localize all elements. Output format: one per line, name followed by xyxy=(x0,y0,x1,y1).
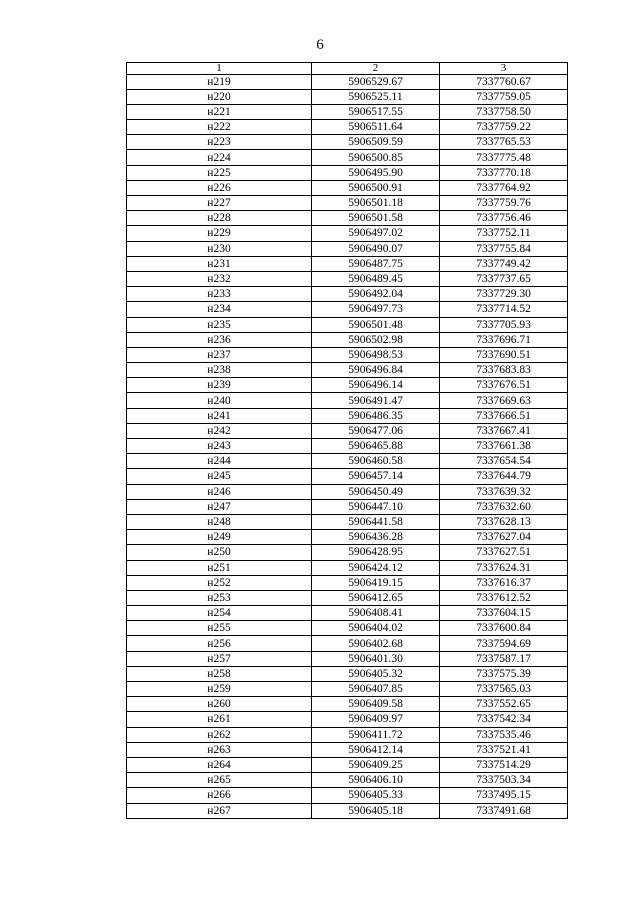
x-coordinate-cell: 5906500.91 xyxy=(312,180,440,195)
point-id-cell: н251 xyxy=(127,560,312,575)
x-coordinate-cell: 5906404.02 xyxy=(312,621,440,636)
y-coordinate-cell: 7337503.34 xyxy=(440,773,568,788)
point-id-cell: н245 xyxy=(127,469,312,484)
table-row xyxy=(127,150,568,165)
point-id-cell: н243 xyxy=(127,439,312,454)
point-id-cell: н263 xyxy=(127,742,312,757)
point-id-cell: н239 xyxy=(127,378,312,393)
point-id-cell: н222 xyxy=(127,120,312,135)
point-id-cell: н256 xyxy=(127,636,312,651)
point-id-cell: н232 xyxy=(127,271,312,286)
table-row xyxy=(127,363,568,378)
y-coordinate-cell: 7337594.69 xyxy=(440,636,568,651)
y-coordinate-cell: 7337667.41 xyxy=(440,423,568,438)
y-coordinate-cell: 7337683.83 xyxy=(440,363,568,378)
point-id-cell: н224 xyxy=(127,150,312,165)
point-id-cell: н266 xyxy=(127,788,312,803)
table-row xyxy=(127,332,568,347)
x-coordinate-cell: 5906447.10 xyxy=(312,499,440,514)
coordinates-table-body xyxy=(127,63,568,819)
x-coordinate-cell: 5906450.49 xyxy=(312,484,440,499)
point-id-cell: н226 xyxy=(127,180,312,195)
point-id-cell: н255 xyxy=(127,621,312,636)
y-coordinate-cell: 7337760.67 xyxy=(440,74,568,89)
x-coordinate-cell: 5906491.47 xyxy=(312,393,440,408)
y-coordinate-cell: 7337521.41 xyxy=(440,742,568,757)
x-coordinate-cell: 5906441.58 xyxy=(312,514,440,529)
page-number: 6 xyxy=(316,37,324,53)
y-coordinate-cell: 7337624.31 xyxy=(440,560,568,575)
x-coordinate-cell: 5906517.55 xyxy=(312,104,440,119)
x-coordinate-cell: 5906428.95 xyxy=(312,545,440,560)
y-coordinate-cell: 7337627.04 xyxy=(440,530,568,545)
y-coordinate-cell: 7337639.32 xyxy=(440,484,568,499)
y-coordinate-cell: 7337705.93 xyxy=(440,317,568,332)
x-coordinate-cell: 5906489.45 xyxy=(312,271,440,286)
table-row xyxy=(127,666,568,681)
point-id-cell: н267 xyxy=(127,803,312,818)
table-row xyxy=(127,89,568,104)
point-id-cell: н235 xyxy=(127,317,312,332)
y-coordinate-cell: 7337587.17 xyxy=(440,651,568,666)
y-coordinate-cell: 7337756.46 xyxy=(440,211,568,226)
table-row xyxy=(127,256,568,271)
y-coordinate-cell: 7337749.42 xyxy=(440,256,568,271)
table-row xyxy=(127,727,568,742)
table-row xyxy=(127,302,568,317)
x-coordinate-cell: 5906490.07 xyxy=(312,241,440,256)
y-coordinate-cell: 7337495.15 xyxy=(440,788,568,803)
y-coordinate-cell: 7337491.68 xyxy=(440,803,568,818)
coordinates-table xyxy=(126,62,568,819)
point-id-cell: н221 xyxy=(127,104,312,119)
table-row xyxy=(127,636,568,651)
point-id-cell: н242 xyxy=(127,423,312,438)
table-row xyxy=(127,104,568,119)
x-coordinate-cell: 5906405.33 xyxy=(312,788,440,803)
point-id-cell: н249 xyxy=(127,530,312,545)
header-cell-y: 3 xyxy=(440,63,568,75)
y-coordinate-cell: 7337737.65 xyxy=(440,271,568,286)
y-coordinate-cell: 7337616.37 xyxy=(440,575,568,590)
point-id-cell: н261 xyxy=(127,712,312,727)
y-coordinate-cell: 7337714.52 xyxy=(440,302,568,317)
x-coordinate-cell: 5906498.53 xyxy=(312,347,440,362)
x-coordinate-cell: 5906487.75 xyxy=(312,256,440,271)
table-row xyxy=(127,803,568,818)
table-row xyxy=(127,712,568,727)
point-id-cell: н220 xyxy=(127,89,312,104)
x-coordinate-cell: 5906401.30 xyxy=(312,651,440,666)
x-coordinate-cell: 5906465.88 xyxy=(312,439,440,454)
y-coordinate-cell: 7337758.50 xyxy=(440,104,568,119)
y-coordinate-cell: 7337575.39 xyxy=(440,666,568,681)
table-row xyxy=(127,590,568,605)
table-row xyxy=(127,439,568,454)
x-coordinate-cell: 5906529.67 xyxy=(312,74,440,89)
x-coordinate-cell: 5906500.85 xyxy=(312,150,440,165)
x-coordinate-cell: 5906477.06 xyxy=(312,423,440,438)
table-row xyxy=(127,226,568,241)
point-id-cell: н252 xyxy=(127,575,312,590)
x-coordinate-cell: 5906409.25 xyxy=(312,757,440,772)
table-row xyxy=(127,545,568,560)
point-id-cell: н233 xyxy=(127,287,312,302)
table-row xyxy=(127,287,568,302)
x-coordinate-cell: 5906409.97 xyxy=(312,712,440,727)
table-row xyxy=(127,651,568,666)
table-row xyxy=(127,211,568,226)
x-coordinate-cell: 5906457.14 xyxy=(312,469,440,484)
point-id-cell: н223 xyxy=(127,135,312,150)
y-coordinate-cell: 7337604.15 xyxy=(440,606,568,621)
y-coordinate-cell: 7337764.92 xyxy=(440,180,568,195)
y-coordinate-cell: 7337669.63 xyxy=(440,393,568,408)
x-coordinate-cell: 5906496.14 xyxy=(312,378,440,393)
x-coordinate-cell: 5906409.58 xyxy=(312,697,440,712)
point-id-cell: н225 xyxy=(127,165,312,180)
table-row xyxy=(127,682,568,697)
table-row xyxy=(127,347,568,362)
x-coordinate-cell: 5906424.12 xyxy=(312,560,440,575)
point-id-cell: н231 xyxy=(127,256,312,271)
point-id-cell: н228 xyxy=(127,211,312,226)
y-coordinate-cell: 7337661.38 xyxy=(440,439,568,454)
table-header-row xyxy=(127,63,568,75)
table-row xyxy=(127,408,568,423)
table-row xyxy=(127,317,568,332)
y-coordinate-cell: 7337775.48 xyxy=(440,150,568,165)
x-coordinate-cell: 5906495.90 xyxy=(312,165,440,180)
table-row xyxy=(127,742,568,757)
x-coordinate-cell: 5906411.72 xyxy=(312,727,440,742)
point-id-cell: н237 xyxy=(127,347,312,362)
table-row xyxy=(127,196,568,211)
table-row xyxy=(127,241,568,256)
table-row xyxy=(127,393,568,408)
table-row xyxy=(127,454,568,469)
point-id-cell: н247 xyxy=(127,499,312,514)
point-id-cell: н241 xyxy=(127,408,312,423)
table-row xyxy=(127,621,568,636)
y-coordinate-cell: 7337770.18 xyxy=(440,165,568,180)
y-coordinate-cell: 7337676.51 xyxy=(440,378,568,393)
table-row xyxy=(127,757,568,772)
point-id-cell: н248 xyxy=(127,514,312,529)
y-coordinate-cell: 7337759.22 xyxy=(440,120,568,135)
table-row xyxy=(127,773,568,788)
table-row xyxy=(127,469,568,484)
y-coordinate-cell: 7337632.60 xyxy=(440,499,568,514)
table-row xyxy=(127,606,568,621)
x-coordinate-cell: 5906502.98 xyxy=(312,332,440,347)
y-coordinate-cell: 7337690.51 xyxy=(440,347,568,362)
point-id-cell: н238 xyxy=(127,363,312,378)
table-row xyxy=(127,788,568,803)
table-row xyxy=(127,423,568,438)
point-id-cell: н244 xyxy=(127,454,312,469)
x-coordinate-cell: 5906436.28 xyxy=(312,530,440,545)
y-coordinate-cell: 7337654.54 xyxy=(440,454,568,469)
x-coordinate-cell: 5906402.68 xyxy=(312,636,440,651)
table-row xyxy=(127,499,568,514)
y-coordinate-cell: 7337600.84 xyxy=(440,621,568,636)
point-id-cell: н219 xyxy=(127,74,312,89)
point-id-cell: н260 xyxy=(127,697,312,712)
x-coordinate-cell: 5906406.10 xyxy=(312,773,440,788)
table-row xyxy=(127,180,568,195)
x-coordinate-cell: 5906497.02 xyxy=(312,226,440,241)
point-id-cell: н259 xyxy=(127,682,312,697)
x-coordinate-cell: 5906496.84 xyxy=(312,363,440,378)
point-id-cell: н230 xyxy=(127,241,312,256)
point-id-cell: н240 xyxy=(127,393,312,408)
x-coordinate-cell: 5906486.35 xyxy=(312,408,440,423)
y-coordinate-cell: 7337696.71 xyxy=(440,332,568,347)
point-id-cell: н257 xyxy=(127,651,312,666)
y-coordinate-cell: 7337666.51 xyxy=(440,408,568,423)
y-coordinate-cell: 7337765.53 xyxy=(440,135,568,150)
y-coordinate-cell: 7337729.30 xyxy=(440,287,568,302)
x-coordinate-cell: 5906511.64 xyxy=(312,120,440,135)
x-coordinate-cell: 5906412.14 xyxy=(312,742,440,757)
y-coordinate-cell: 7337565.03 xyxy=(440,682,568,697)
y-coordinate-cell: 7337628.13 xyxy=(440,514,568,529)
point-id-cell: н254 xyxy=(127,606,312,621)
point-id-cell: н227 xyxy=(127,196,312,211)
x-coordinate-cell: 5906509.59 xyxy=(312,135,440,150)
y-coordinate-cell: 7337759.05 xyxy=(440,89,568,104)
x-coordinate-cell: 5906408.41 xyxy=(312,606,440,621)
x-coordinate-cell: 5906405.18 xyxy=(312,803,440,818)
table-row xyxy=(127,120,568,135)
x-coordinate-cell: 5906460.58 xyxy=(312,454,440,469)
point-id-cell: н250 xyxy=(127,545,312,560)
y-coordinate-cell: 7337514.29 xyxy=(440,757,568,772)
y-coordinate-cell: 7337755.84 xyxy=(440,241,568,256)
point-id-cell: н236 xyxy=(127,332,312,347)
header-cell-point: 1 xyxy=(127,63,312,75)
table-row xyxy=(127,74,568,89)
y-coordinate-cell: 7337612.52 xyxy=(440,590,568,605)
x-coordinate-cell: 5906501.58 xyxy=(312,211,440,226)
table-row xyxy=(127,530,568,545)
x-coordinate-cell: 5906492.04 xyxy=(312,287,440,302)
x-coordinate-cell: 5906501.48 xyxy=(312,317,440,332)
table-row xyxy=(127,378,568,393)
table-row xyxy=(127,165,568,180)
header-cell-x: 2 xyxy=(312,63,440,75)
y-coordinate-cell: 7337542.34 xyxy=(440,712,568,727)
x-coordinate-cell: 5906412.65 xyxy=(312,590,440,605)
table-row xyxy=(127,560,568,575)
point-id-cell: н234 xyxy=(127,302,312,317)
table-row xyxy=(127,575,568,590)
x-coordinate-cell: 5906501.18 xyxy=(312,196,440,211)
y-coordinate-cell: 7337535.46 xyxy=(440,727,568,742)
y-coordinate-cell: 7337627.51 xyxy=(440,545,568,560)
point-id-cell: н229 xyxy=(127,226,312,241)
point-id-cell: н253 xyxy=(127,590,312,605)
point-id-cell: н246 xyxy=(127,484,312,499)
point-id-cell: н264 xyxy=(127,757,312,772)
table-row xyxy=(127,135,568,150)
table-row xyxy=(127,514,568,529)
x-coordinate-cell: 5906407.85 xyxy=(312,682,440,697)
table-row xyxy=(127,484,568,499)
point-id-cell: н258 xyxy=(127,666,312,681)
y-coordinate-cell: 7337644.79 xyxy=(440,469,568,484)
point-id-cell: н262 xyxy=(127,727,312,742)
x-coordinate-cell: 5906497.73 xyxy=(312,302,440,317)
x-coordinate-cell: 5906419.15 xyxy=(312,575,440,590)
x-coordinate-cell: 5906405.32 xyxy=(312,666,440,681)
table-row xyxy=(127,697,568,712)
point-id-cell: н265 xyxy=(127,773,312,788)
y-coordinate-cell: 7337752.11 xyxy=(440,226,568,241)
y-coordinate-cell: 7337552.65 xyxy=(440,697,568,712)
y-coordinate-cell: 7337759.76 xyxy=(440,196,568,211)
x-coordinate-cell: 5906525.11 xyxy=(312,89,440,104)
table-row xyxy=(127,271,568,286)
